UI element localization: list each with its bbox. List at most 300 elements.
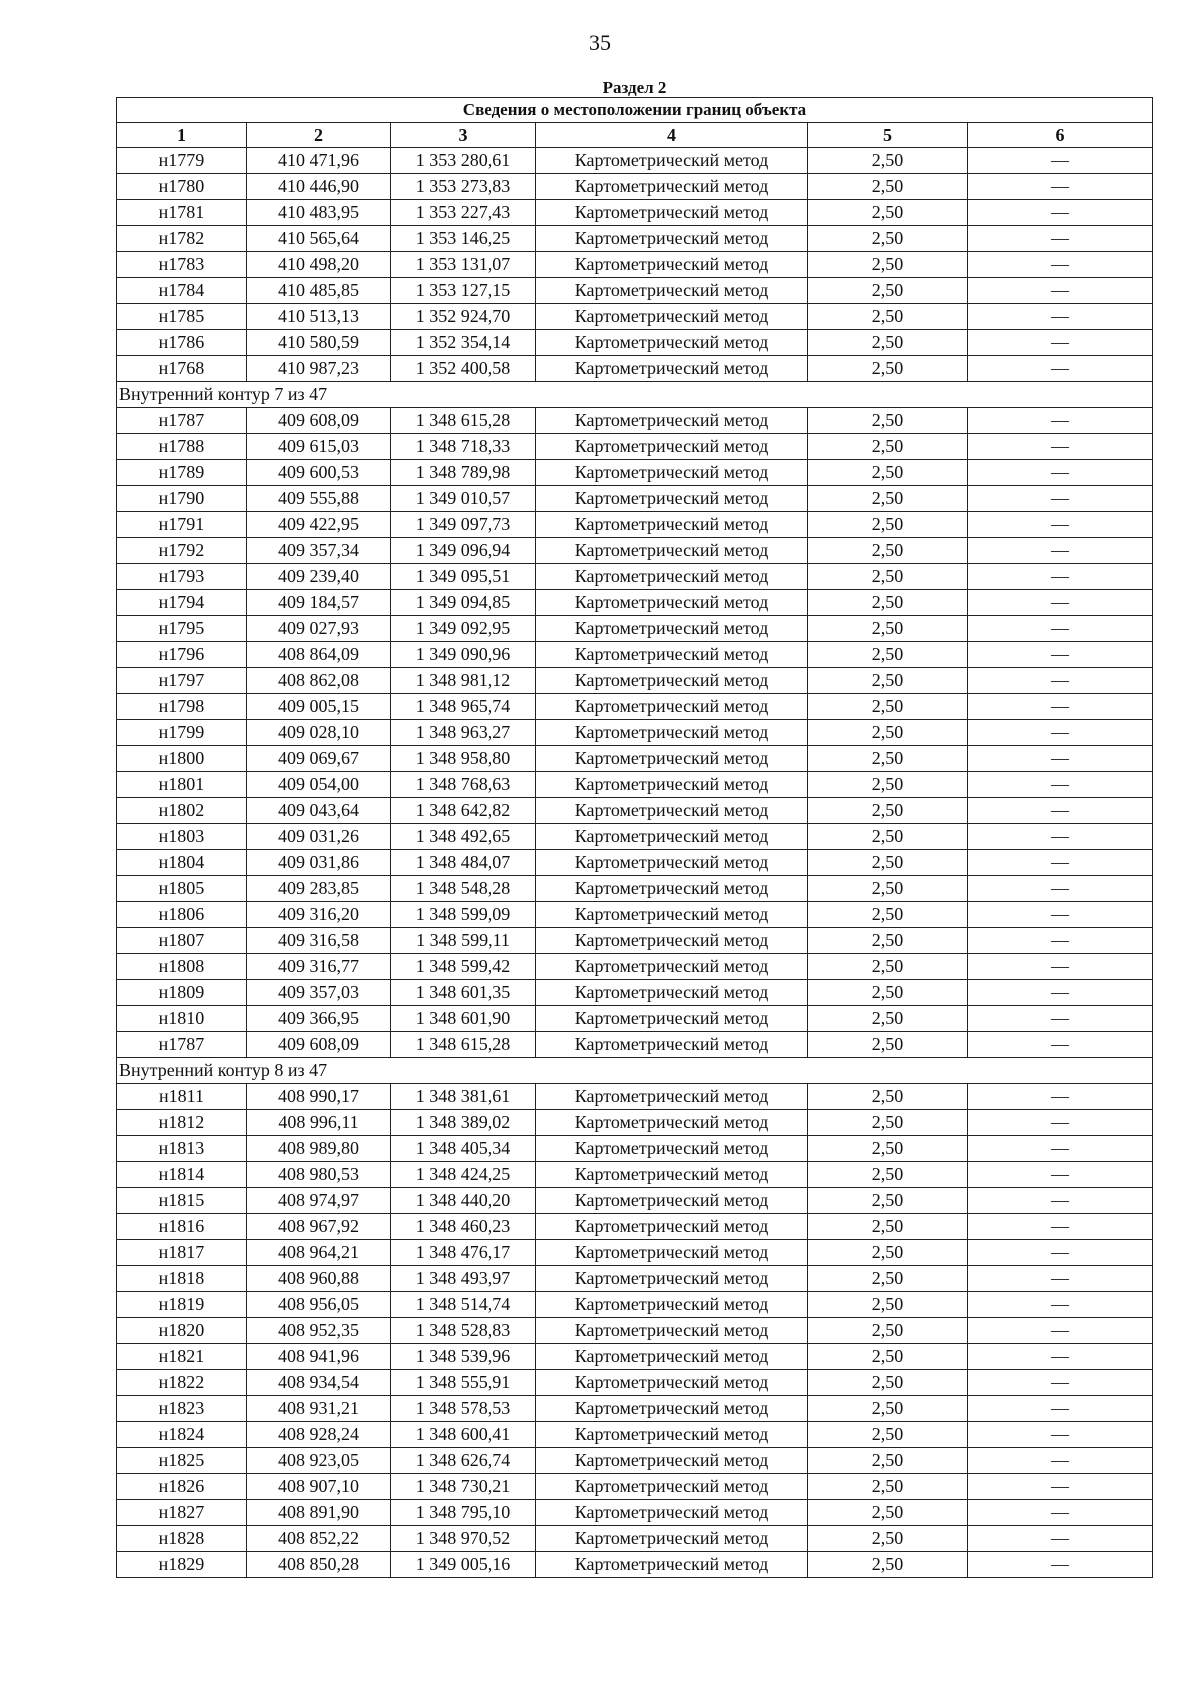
table-row [117,1084,1153,1110]
table-row [117,720,1153,746]
table-row [117,1162,1153,1188]
method-cell: Картометрический метод [536,1318,808,1344]
x-coordinate-cell: 409 316,20 [247,902,391,928]
x-coordinate-cell: 409 184,57 [247,590,391,616]
table-row [117,278,1153,304]
table-row [117,356,1153,382]
accuracy-cell: 2,50 [808,1292,968,1318]
accuracy-cell: 2,50 [808,824,968,850]
method-cell: Картометрический метод [536,642,808,668]
accuracy-cell: 2,50 [808,1396,968,1422]
point-id-cell: н1792 [117,538,247,564]
x-coordinate-cell: 409 043,64 [247,798,391,824]
description-cell: — [968,1292,1153,1318]
table-row [117,1370,1153,1396]
x-coordinate-cell: 409 357,34 [247,538,391,564]
description-cell: — [968,616,1153,642]
point-id-cell: н1815 [117,1188,247,1214]
method-cell: Картометрический метод [536,252,808,278]
table-row [117,1318,1153,1344]
y-coordinate-cell: 1 348 539,96 [391,1344,536,1370]
description-cell: — [968,1422,1153,1448]
description-cell: — [968,902,1153,928]
x-coordinate-cell: 409 555,88 [247,486,391,512]
x-coordinate-cell: 410 471,96 [247,148,391,174]
column-number: 2 [247,123,391,148]
description-cell: — [968,1110,1153,1136]
y-coordinate-cell: 1 348 615,28 [391,408,536,434]
point-id-cell: н1810 [117,1006,247,1032]
y-coordinate-cell: 1 348 970,52 [391,1526,536,1552]
description-cell: — [968,486,1153,512]
point-id-cell: н1784 [117,278,247,304]
description-cell: — [968,1500,1153,1526]
table-row [117,1006,1153,1032]
point-id-cell: н1829 [117,1552,247,1578]
method-cell: Картометрический метод [536,850,808,876]
method-cell: Картометрический метод [536,1266,808,1292]
x-coordinate-cell: 408 850,28 [247,1552,391,1578]
point-id-cell: н1791 [117,512,247,538]
accuracy-cell: 2,50 [808,1162,968,1188]
y-coordinate-cell: 1 353 273,83 [391,174,536,200]
method-cell: Картометрический метод [536,668,808,694]
y-coordinate-cell: 1 348 626,74 [391,1448,536,1474]
y-coordinate-cell: 1 348 599,11 [391,928,536,954]
x-coordinate-cell: 410 513,13 [247,304,391,330]
method-cell: Картометрический метод [536,980,808,1006]
description-cell: — [968,512,1153,538]
y-coordinate-cell: 1 348 981,12 [391,668,536,694]
y-coordinate-cell: 1 353 280,61 [391,148,536,174]
description-cell: — [968,642,1153,668]
accuracy-cell: 2,50 [808,772,968,798]
y-coordinate-cell: 1 348 484,07 [391,850,536,876]
point-id-cell: н1812 [117,1110,247,1136]
accuracy-cell: 2,50 [808,174,968,200]
table-row [117,1136,1153,1162]
description-cell: — [968,1448,1153,1474]
point-id-cell: н1799 [117,720,247,746]
accuracy-cell: 2,50 [808,1500,968,1526]
y-coordinate-cell: 1 349 096,94 [391,538,536,564]
method-cell: Картометрический метод [536,486,808,512]
table-row [117,694,1153,720]
x-coordinate-cell: 409 031,86 [247,850,391,876]
point-id-cell: н1794 [117,590,247,616]
point-id-cell: н1821 [117,1344,247,1370]
table-row [117,538,1153,564]
point-id-cell: н1805 [117,876,247,902]
description-cell: — [968,1344,1153,1370]
method-cell: Картометрический метод [536,1032,808,1058]
x-coordinate-cell: 408 891,90 [247,1500,391,1526]
description-cell: — [968,356,1153,382]
accuracy-cell: 2,50 [808,1214,968,1240]
y-coordinate-cell: 1 348 381,61 [391,1084,536,1110]
x-coordinate-cell: 408 974,97 [247,1188,391,1214]
contour-header-row [117,382,1153,408]
y-coordinate-cell: 1 348 718,33 [391,434,536,460]
x-coordinate-cell: 409 422,95 [247,512,391,538]
accuracy-cell: 2,50 [808,720,968,746]
y-coordinate-cell: 1 349 097,73 [391,512,536,538]
y-coordinate-cell: 1 348 424,25 [391,1162,536,1188]
point-id-cell: н1808 [117,954,247,980]
table-row [117,850,1153,876]
table-row [117,512,1153,538]
table-row [117,1448,1153,1474]
y-coordinate-cell: 1 348 476,17 [391,1240,536,1266]
table-row [117,226,1153,252]
x-coordinate-cell: 410 498,20 [247,252,391,278]
accuracy-cell: 2,50 [808,1422,968,1448]
point-id-cell: н1828 [117,1526,247,1552]
method-cell: Картометрический метод [536,1136,808,1162]
description-cell: — [968,1266,1153,1292]
method-cell: Картометрический метод [536,304,808,330]
description-cell: — [968,850,1153,876]
accuracy-cell: 2,50 [808,1032,968,1058]
table-row [117,1500,1153,1526]
method-cell: Картометрический метод [536,824,808,850]
method-cell: Картометрический метод [536,1162,808,1188]
point-id-cell: н1797 [117,668,247,694]
description-cell: — [968,408,1153,434]
accuracy-cell: 2,50 [808,434,968,460]
accuracy-cell: 2,50 [808,1084,968,1110]
accuracy-cell: 2,50 [808,252,968,278]
x-coordinate-cell: 408 852,22 [247,1526,391,1552]
accuracy-cell: 2,50 [808,1448,968,1474]
table-row [117,1422,1153,1448]
y-coordinate-cell: 1 353 227,43 [391,200,536,226]
accuracy-cell: 2,50 [808,226,968,252]
accuracy-cell: 2,50 [808,460,968,486]
x-coordinate-cell: 409 600,53 [247,460,391,486]
method-cell: Картометрический метод [536,408,808,434]
accuracy-cell: 2,50 [808,1136,968,1162]
description-cell: — [968,1552,1153,1578]
point-id-cell: н1789 [117,460,247,486]
x-coordinate-cell: 409 608,09 [247,408,391,434]
y-coordinate-cell: 1 348 492,65 [391,824,536,850]
method-cell: Картометрический метод [536,460,808,486]
point-id-cell: н1825 [117,1448,247,1474]
method-cell: Картометрический метод [536,1526,808,1552]
point-id-cell: н1820 [117,1318,247,1344]
point-id-cell: н1824 [117,1422,247,1448]
point-id-cell: н1806 [117,902,247,928]
point-id-cell: н1790 [117,486,247,512]
x-coordinate-cell: 409 283,85 [247,876,391,902]
description-cell: — [968,434,1153,460]
accuracy-cell: 2,50 [808,642,968,668]
x-coordinate-cell: 409 608,09 [247,1032,391,1058]
y-coordinate-cell: 1 348 958,80 [391,746,536,772]
method-cell: Картометрический метод [536,1422,808,1448]
y-coordinate-cell: 1 348 768,63 [391,772,536,798]
accuracy-cell: 2,50 [808,1474,968,1500]
y-coordinate-cell: 1 348 599,42 [391,954,536,980]
x-coordinate-cell: 409 031,26 [247,824,391,850]
point-id-cell: н1787 [117,1032,247,1058]
accuracy-cell: 2,50 [808,798,968,824]
x-coordinate-cell: 408 980,53 [247,1162,391,1188]
table-row [117,148,1153,174]
accuracy-cell: 2,50 [808,486,968,512]
column-number: 4 [536,123,808,148]
x-coordinate-cell: 408 907,10 [247,1474,391,1500]
accuracy-cell: 2,50 [808,1526,968,1552]
description-cell: — [968,304,1153,330]
accuracy-cell: 2,50 [808,668,968,694]
accuracy-cell: 2,50 [808,1240,968,1266]
accuracy-cell: 2,50 [808,304,968,330]
x-coordinate-cell: 408 923,05 [247,1448,391,1474]
accuracy-cell: 2,50 [808,564,968,590]
y-coordinate-cell: 1 348 548,28 [391,876,536,902]
method-cell: Картометрический метод [536,330,808,356]
x-coordinate-cell: 408 956,05 [247,1292,391,1318]
method-cell: Картометрический метод [536,1006,808,1032]
accuracy-cell: 2,50 [808,954,968,980]
method-cell: Картометрический метод [536,928,808,954]
point-id-cell: н1809 [117,980,247,1006]
table-row [117,304,1153,330]
accuracy-cell: 2,50 [808,1318,968,1344]
method-cell: Картометрический метод [536,1396,808,1422]
x-coordinate-cell: 409 054,00 [247,772,391,798]
x-coordinate-cell: 408 928,24 [247,1422,391,1448]
point-id-cell: н1826 [117,1474,247,1500]
table-row [117,876,1153,902]
description-cell: — [968,278,1153,304]
y-coordinate-cell: 1 348 965,74 [391,694,536,720]
accuracy-cell: 2,50 [808,850,968,876]
x-coordinate-cell: 408 967,92 [247,1214,391,1240]
point-id-cell: н1819 [117,1292,247,1318]
contour-label: Внутренний контур 7 из 47 [117,382,1153,408]
method-cell: Картометрический метод [536,694,808,720]
table-row [117,330,1153,356]
description-cell: — [968,1214,1153,1240]
point-id-cell: н1780 [117,174,247,200]
point-id-cell: н1827 [117,1500,247,1526]
accuracy-cell: 2,50 [808,1344,968,1370]
contour-label: Внутренний контур 8 из 47 [117,1058,1153,1084]
x-coordinate-cell: 408 952,35 [247,1318,391,1344]
method-cell: Картометрический метод [536,1240,808,1266]
description-cell: — [968,1084,1153,1110]
y-coordinate-cell: 1 348 405,34 [391,1136,536,1162]
x-coordinate-cell: 408 989,80 [247,1136,391,1162]
accuracy-cell: 2,50 [808,278,968,304]
point-id-cell: н1785 [117,304,247,330]
description-cell: — [968,1396,1153,1422]
y-coordinate-cell: 1 348 389,02 [391,1110,536,1136]
x-coordinate-cell: 409 239,40 [247,564,391,590]
method-cell: Картометрический метод [536,1500,808,1526]
table-row [117,1266,1153,1292]
x-coordinate-cell: 409 366,95 [247,1006,391,1032]
y-coordinate-cell: 1 352 400,58 [391,356,536,382]
description-cell: — [968,694,1153,720]
table-row [117,1110,1153,1136]
accuracy-cell: 2,50 [808,928,968,954]
table-row [117,1214,1153,1240]
y-coordinate-cell: 1 352 354,14 [391,330,536,356]
point-id-cell: н1798 [117,694,247,720]
y-coordinate-cell: 1 349 095,51 [391,564,536,590]
contour-header-row [117,1058,1153,1084]
x-coordinate-cell: 410 580,59 [247,330,391,356]
x-coordinate-cell: 408 934,54 [247,1370,391,1396]
column-number-row [117,123,1153,148]
method-cell: Картометрический метод [536,1474,808,1500]
description-cell: — [968,200,1153,226]
y-coordinate-cell: 1 349 005,16 [391,1552,536,1578]
x-coordinate-cell: 408 864,09 [247,642,391,668]
table-row [117,1344,1153,1370]
method-cell: Картометрический метод [536,1292,808,1318]
x-coordinate-cell: 409 027,93 [247,616,391,642]
y-coordinate-cell: 1 353 131,07 [391,252,536,278]
point-id-cell: н1823 [117,1396,247,1422]
table-row [117,1526,1153,1552]
method-cell: Картометрический метод [536,200,808,226]
y-coordinate-cell: 1 348 642,82 [391,798,536,824]
x-coordinate-cell: 410 485,85 [247,278,391,304]
description-cell: — [968,1526,1153,1552]
point-id-cell: н1781 [117,200,247,226]
description-cell: — [968,564,1153,590]
table-row [117,772,1153,798]
x-coordinate-cell: 408 964,21 [247,1240,391,1266]
description-cell: — [968,772,1153,798]
x-coordinate-cell: 408 931,21 [247,1396,391,1422]
method-cell: Картометрический метод [536,1188,808,1214]
method-cell: Картометрический метод [536,1344,808,1370]
method-cell: Картометрический метод [536,1552,808,1578]
method-cell: Картометрический метод [536,538,808,564]
y-coordinate-cell: 1 348 578,53 [391,1396,536,1422]
point-id-cell: н1816 [117,1214,247,1240]
accuracy-cell: 2,50 [808,746,968,772]
description-cell: — [968,252,1153,278]
x-coordinate-cell: 409 005,15 [247,694,391,720]
point-id-cell: н1807 [117,928,247,954]
method-cell: Картометрический метод [536,1370,808,1396]
table-row [117,434,1153,460]
method-cell: Картометрический метод [536,590,808,616]
y-coordinate-cell: 1 348 440,20 [391,1188,536,1214]
point-id-cell: н1800 [117,746,247,772]
description-cell: — [968,876,1153,902]
description-cell: — [968,1162,1153,1188]
y-coordinate-cell: 1 348 615,28 [391,1032,536,1058]
y-coordinate-cell: 1 349 090,96 [391,642,536,668]
table-body [117,79,1153,1578]
accuracy-cell: 2,50 [808,1006,968,1032]
accuracy-cell: 2,50 [808,1110,968,1136]
description-cell: — [968,174,1153,200]
method-cell: Картометрический метод [536,434,808,460]
method-cell: Картометрический метод [536,174,808,200]
page-number: 35 [589,30,611,55]
table-row [117,460,1153,486]
method-cell: Картометрический метод [536,954,808,980]
method-cell: Картометрический метод [536,148,808,174]
description-cell: — [968,148,1153,174]
x-coordinate-cell: 408 990,17 [247,1084,391,1110]
column-number: 5 [808,123,968,148]
y-coordinate-cell: 1 348 963,27 [391,720,536,746]
table-row [117,668,1153,694]
method-cell: Картометрический метод [536,772,808,798]
description-cell: — [968,980,1153,1006]
y-coordinate-cell: 1 353 146,25 [391,226,536,252]
description-cell: — [968,1370,1153,1396]
x-coordinate-cell: 408 941,96 [247,1344,391,1370]
table-row [117,798,1153,824]
accuracy-cell: 2,50 [808,356,968,382]
description-cell: — [968,1136,1153,1162]
y-coordinate-cell: 1 348 789,98 [391,460,536,486]
x-coordinate-cell: 410 987,23 [247,356,391,382]
x-coordinate-cell: 409 357,03 [247,980,391,1006]
description-cell: — [968,746,1153,772]
point-id-cell: н1786 [117,330,247,356]
y-coordinate-cell: 1 348 730,21 [391,1474,536,1500]
x-coordinate-cell: 409 615,03 [247,434,391,460]
table-row [117,1032,1153,1058]
description-cell: — [968,824,1153,850]
method-cell: Картометрический метод [536,226,808,252]
accuracy-cell: 2,50 [808,616,968,642]
table-row [117,1396,1153,1422]
method-cell: Картометрический метод [536,512,808,538]
accuracy-cell: 2,50 [808,1552,968,1578]
description-cell: — [968,330,1153,356]
table-row [117,252,1153,278]
table-row [117,616,1153,642]
x-coordinate-cell: 408 862,08 [247,668,391,694]
method-cell: Картометрический метод [536,616,808,642]
accuracy-cell: 2,50 [808,590,968,616]
x-coordinate-cell: 409 316,58 [247,928,391,954]
description-cell: — [968,954,1153,980]
column-number: 3 [391,123,536,148]
accuracy-cell: 2,50 [808,980,968,1006]
table-row [117,1188,1153,1214]
section-title-row [117,79,1153,98]
method-cell: Картометрический метод [536,798,808,824]
table-row [117,824,1153,850]
description-cell: — [968,668,1153,694]
column-number: 1 [117,123,247,148]
y-coordinate-cell: 1 348 528,83 [391,1318,536,1344]
table-title-row [117,98,1153,123]
point-id-cell: н1813 [117,1136,247,1162]
point-id-cell: н1796 [117,642,247,668]
description-cell: — [968,538,1153,564]
accuracy-cell: 2,50 [808,1188,968,1214]
x-coordinate-cell: 408 960,88 [247,1266,391,1292]
table-row [117,1240,1153,1266]
description-cell: — [968,798,1153,824]
point-id-cell: н1793 [117,564,247,590]
